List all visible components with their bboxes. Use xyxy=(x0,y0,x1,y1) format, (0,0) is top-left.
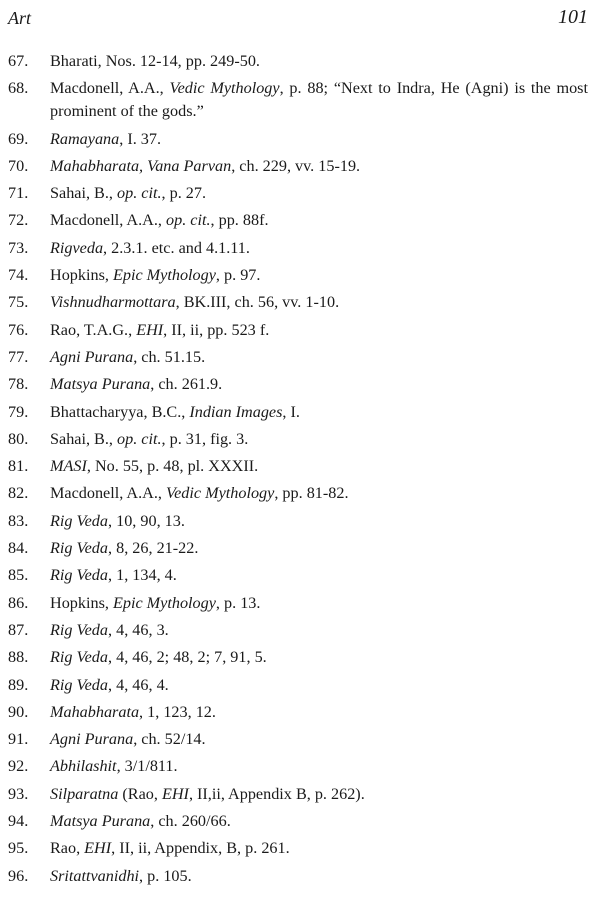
citation-title: EHI xyxy=(84,839,112,858)
endnote-text xyxy=(50,674,588,697)
endnote-number: 69. xyxy=(8,129,29,148)
citation-title: Vedic Mythology xyxy=(169,79,280,98)
endnote-text xyxy=(50,291,588,314)
endnote-text xyxy=(50,564,588,587)
endnote-94 xyxy=(0,810,600,837)
citation-title: Vedic Mythology xyxy=(166,484,275,503)
citation-text: , No. 55, p. 48, pl. XXXII. xyxy=(86,457,259,476)
citation-text: Macdonell, A.A., xyxy=(50,211,166,230)
citation-text: Macdonell, A.A., xyxy=(50,484,166,503)
endnote-text xyxy=(50,155,588,178)
citation-title: Epic Mythology xyxy=(112,593,216,612)
endnote-number: 92. xyxy=(8,757,29,776)
citation-title: Mahabharata xyxy=(50,702,140,721)
citation-text: , 4, 46, 4. xyxy=(108,675,169,694)
citation-title: Rig Veda xyxy=(50,648,108,667)
endnote-number: 88. xyxy=(8,648,29,667)
citation-text: , 10, 90, 13. xyxy=(108,511,185,530)
endnote-text xyxy=(50,537,588,560)
citation-text: , pp. 88f. xyxy=(210,211,269,230)
citation-text: Hopkins, xyxy=(50,266,113,285)
endnote-text xyxy=(50,619,588,642)
endnote-text xyxy=(50,592,588,615)
endnote-text xyxy=(50,646,588,669)
endnote-number: 72. xyxy=(8,211,29,230)
endnote-text xyxy=(50,264,588,287)
endnote-text xyxy=(50,701,588,724)
citation-title: EHI xyxy=(161,784,189,803)
endnote-95 xyxy=(0,837,600,864)
endnote-86 xyxy=(0,592,600,619)
citation-title: Rig Veda xyxy=(50,675,108,694)
endnote-number: 70. xyxy=(8,156,29,175)
endnote-number: 81. xyxy=(8,457,29,476)
endnote-text xyxy=(50,128,588,151)
endnote-70 xyxy=(0,155,600,182)
endnote-89 xyxy=(0,674,600,701)
citation-title: Silparatna xyxy=(50,784,119,803)
endnote-91 xyxy=(0,728,600,755)
citation-text: , p. 13. xyxy=(215,593,261,612)
endnote-number: 74. xyxy=(8,266,29,285)
citation-text: , p. 105. xyxy=(139,866,192,885)
endnote-85 xyxy=(0,564,600,591)
endnote-text xyxy=(50,50,588,73)
citation-text: , I. 37. xyxy=(119,129,162,148)
endnote-text xyxy=(50,401,588,424)
citation-text: Rao, xyxy=(50,839,85,858)
citation-text: , BK.III, ch. 56, vv. 1-10. xyxy=(175,293,340,312)
citation-title: Matsya Purana xyxy=(50,812,151,831)
endnote-text xyxy=(50,755,588,778)
citation-text: , ch. 51.15. xyxy=(133,347,206,366)
endnote-number: 93. xyxy=(8,784,29,803)
citation-text: , I. xyxy=(282,402,300,421)
endnote-96 xyxy=(0,865,600,892)
endnote-text xyxy=(50,209,588,232)
endnote-number: 96. xyxy=(8,866,29,885)
endnote-number: 91. xyxy=(8,730,29,749)
citation-text: , 2.3.1. etc. and 4.1.11. xyxy=(103,238,250,257)
citation-text: Hopkins, xyxy=(50,593,113,612)
endnote-number: 87. xyxy=(8,620,29,639)
endnote-82 xyxy=(0,482,600,509)
endnote-number: 83. xyxy=(8,511,29,530)
endnote-79 xyxy=(0,401,600,428)
running-head: Art xyxy=(8,8,32,28)
endnote-text xyxy=(50,837,588,860)
endnote-number: 73. xyxy=(8,238,29,257)
citation-text: Macdonell, A.A., xyxy=(50,79,170,98)
endnote-number: 90. xyxy=(8,702,29,721)
endnote-78 xyxy=(0,373,600,400)
endnote-text xyxy=(50,237,588,260)
citation-text: Sahai, B., xyxy=(50,184,117,203)
citation-text: , ch. 261.9. xyxy=(150,375,223,394)
endnote-74 xyxy=(0,264,600,291)
citation-text: , 8, 26, 21-22. xyxy=(108,539,199,558)
citation-text: , II,ii, Appendix B, p. 262). xyxy=(188,784,365,803)
citation-text: , 4, 46, 3. xyxy=(108,620,169,639)
endnote-88 xyxy=(0,646,600,673)
endnote-number: 77. xyxy=(8,347,29,366)
endnote-number: 71. xyxy=(8,184,29,203)
citation-title: op. cit. xyxy=(117,184,162,203)
citation-text: Bharati, Nos. 12-14, pp. 249-50. xyxy=(50,52,260,70)
endnote-67 xyxy=(0,50,600,77)
citation-title: Rig Veda xyxy=(50,566,108,585)
endnote-number: 84. xyxy=(8,539,29,558)
citation-title: Ramayana xyxy=(50,129,120,148)
citation-text: , p. 97. xyxy=(215,266,261,285)
endnote-number: 79. xyxy=(8,402,29,421)
citation-title: Vishnudharmottara xyxy=(50,293,176,312)
endnote-number: 78. xyxy=(8,375,29,394)
citation-title: Rig Veda xyxy=(50,539,108,558)
endnote-81 xyxy=(0,455,600,482)
endnote-text xyxy=(50,783,588,806)
endnote-number: 80. xyxy=(8,429,29,448)
citation-text: , 1, 134, 4. xyxy=(108,566,177,585)
endnote-number: 75. xyxy=(8,293,29,312)
endnote-68 xyxy=(0,77,600,127)
endnote-text xyxy=(50,865,588,888)
endnote-73 xyxy=(0,237,600,264)
citation-text: , ch. 260/66. xyxy=(150,812,231,831)
citation-title: Rig Veda xyxy=(50,511,108,530)
endnote-text xyxy=(50,182,588,205)
endnote-83 xyxy=(0,510,600,537)
endnote-number: 85. xyxy=(8,566,29,585)
endnote-76 xyxy=(0,319,600,346)
citation-text: , II, ii, pp. 523 f. xyxy=(163,320,270,339)
endnote-number: 94. xyxy=(8,812,29,831)
endnote-number: 86. xyxy=(8,593,29,612)
endnote-number: 82. xyxy=(8,484,29,503)
citation-title: Epic Mythology xyxy=(112,266,216,285)
citation-title: EHI xyxy=(136,320,164,339)
citation-text: , 4, 46, 2; 48, 2; 7, 91, 5. xyxy=(108,648,267,667)
endnote-72 xyxy=(0,209,600,236)
endnote-number: 68. xyxy=(8,79,29,98)
endnote-text xyxy=(50,373,588,396)
citation-text: , 1, 123, 12. xyxy=(139,702,216,721)
endnote-number: 89. xyxy=(8,675,29,694)
citation-title: Matsya Purana xyxy=(50,375,151,394)
citation-text: , p. 27. xyxy=(161,184,207,203)
citation-text: , pp. 81-82. xyxy=(274,484,349,503)
citation-title: Rig Veda xyxy=(50,620,108,639)
citation-text: , p. 31, fig. 3. xyxy=(161,429,249,448)
citation-title: Mahabharata, Vana Parvan xyxy=(50,156,232,175)
citation-title: Agni Purana xyxy=(50,730,134,749)
endnote-80 xyxy=(0,428,600,455)
citation-text: , 3/1/811. xyxy=(116,757,178,776)
endnote-93 xyxy=(0,783,600,810)
page-number: 101 xyxy=(558,6,588,28)
citation-title: Agni Purana xyxy=(50,347,134,366)
endnote-text xyxy=(50,510,588,533)
endnote-text xyxy=(50,810,588,833)
endnote-77 xyxy=(0,346,600,373)
endnote-90 xyxy=(0,701,600,728)
endnote-text xyxy=(50,455,588,478)
endnote-number: 76. xyxy=(8,320,29,339)
citation-text: , ch. 229, vv. 15-19. xyxy=(231,156,361,175)
citation-title: Rigveda xyxy=(50,238,104,257)
citation-title: MASI xyxy=(50,457,87,476)
endnote-71 xyxy=(0,182,600,209)
citation-text: (Rao, xyxy=(118,784,162,803)
citation-text: Rao, T.A.G., xyxy=(50,320,137,339)
citation-text: , ch. 52/14. xyxy=(133,730,206,749)
endnote-number: 67. xyxy=(8,52,29,70)
endnote-text xyxy=(50,77,588,123)
endnote-text xyxy=(50,428,588,451)
citation-title: op. cit. xyxy=(166,211,211,230)
endnote-number: 95. xyxy=(8,839,29,858)
citation-title: Abhilashit xyxy=(50,757,117,776)
endnote-text xyxy=(50,482,588,505)
endnotes-list xyxy=(0,50,600,892)
endnote-text xyxy=(50,346,588,369)
endnote-92 xyxy=(0,755,600,782)
citation-text: Sahai, B., xyxy=(50,429,117,448)
citation-title: Sritattvanidhi xyxy=(50,866,140,885)
citation-title: op. cit. xyxy=(117,429,162,448)
endnote-text xyxy=(50,728,588,751)
endnote-75 xyxy=(0,291,600,318)
citation-text: , p. 88; “Next to Indra, He (Agni) is the most prominent of the gods.” xyxy=(50,79,588,121)
endnote-87 xyxy=(0,619,600,646)
endnote-text xyxy=(50,319,588,342)
citation-text: Bhattacharyya, B.C., xyxy=(50,402,190,421)
citation-text: , II, ii, Appendix, B, p. 261. xyxy=(111,839,290,858)
endnote-69 xyxy=(0,128,600,155)
endnote-84 xyxy=(0,537,600,564)
citation-title: Indian Images xyxy=(189,402,283,421)
